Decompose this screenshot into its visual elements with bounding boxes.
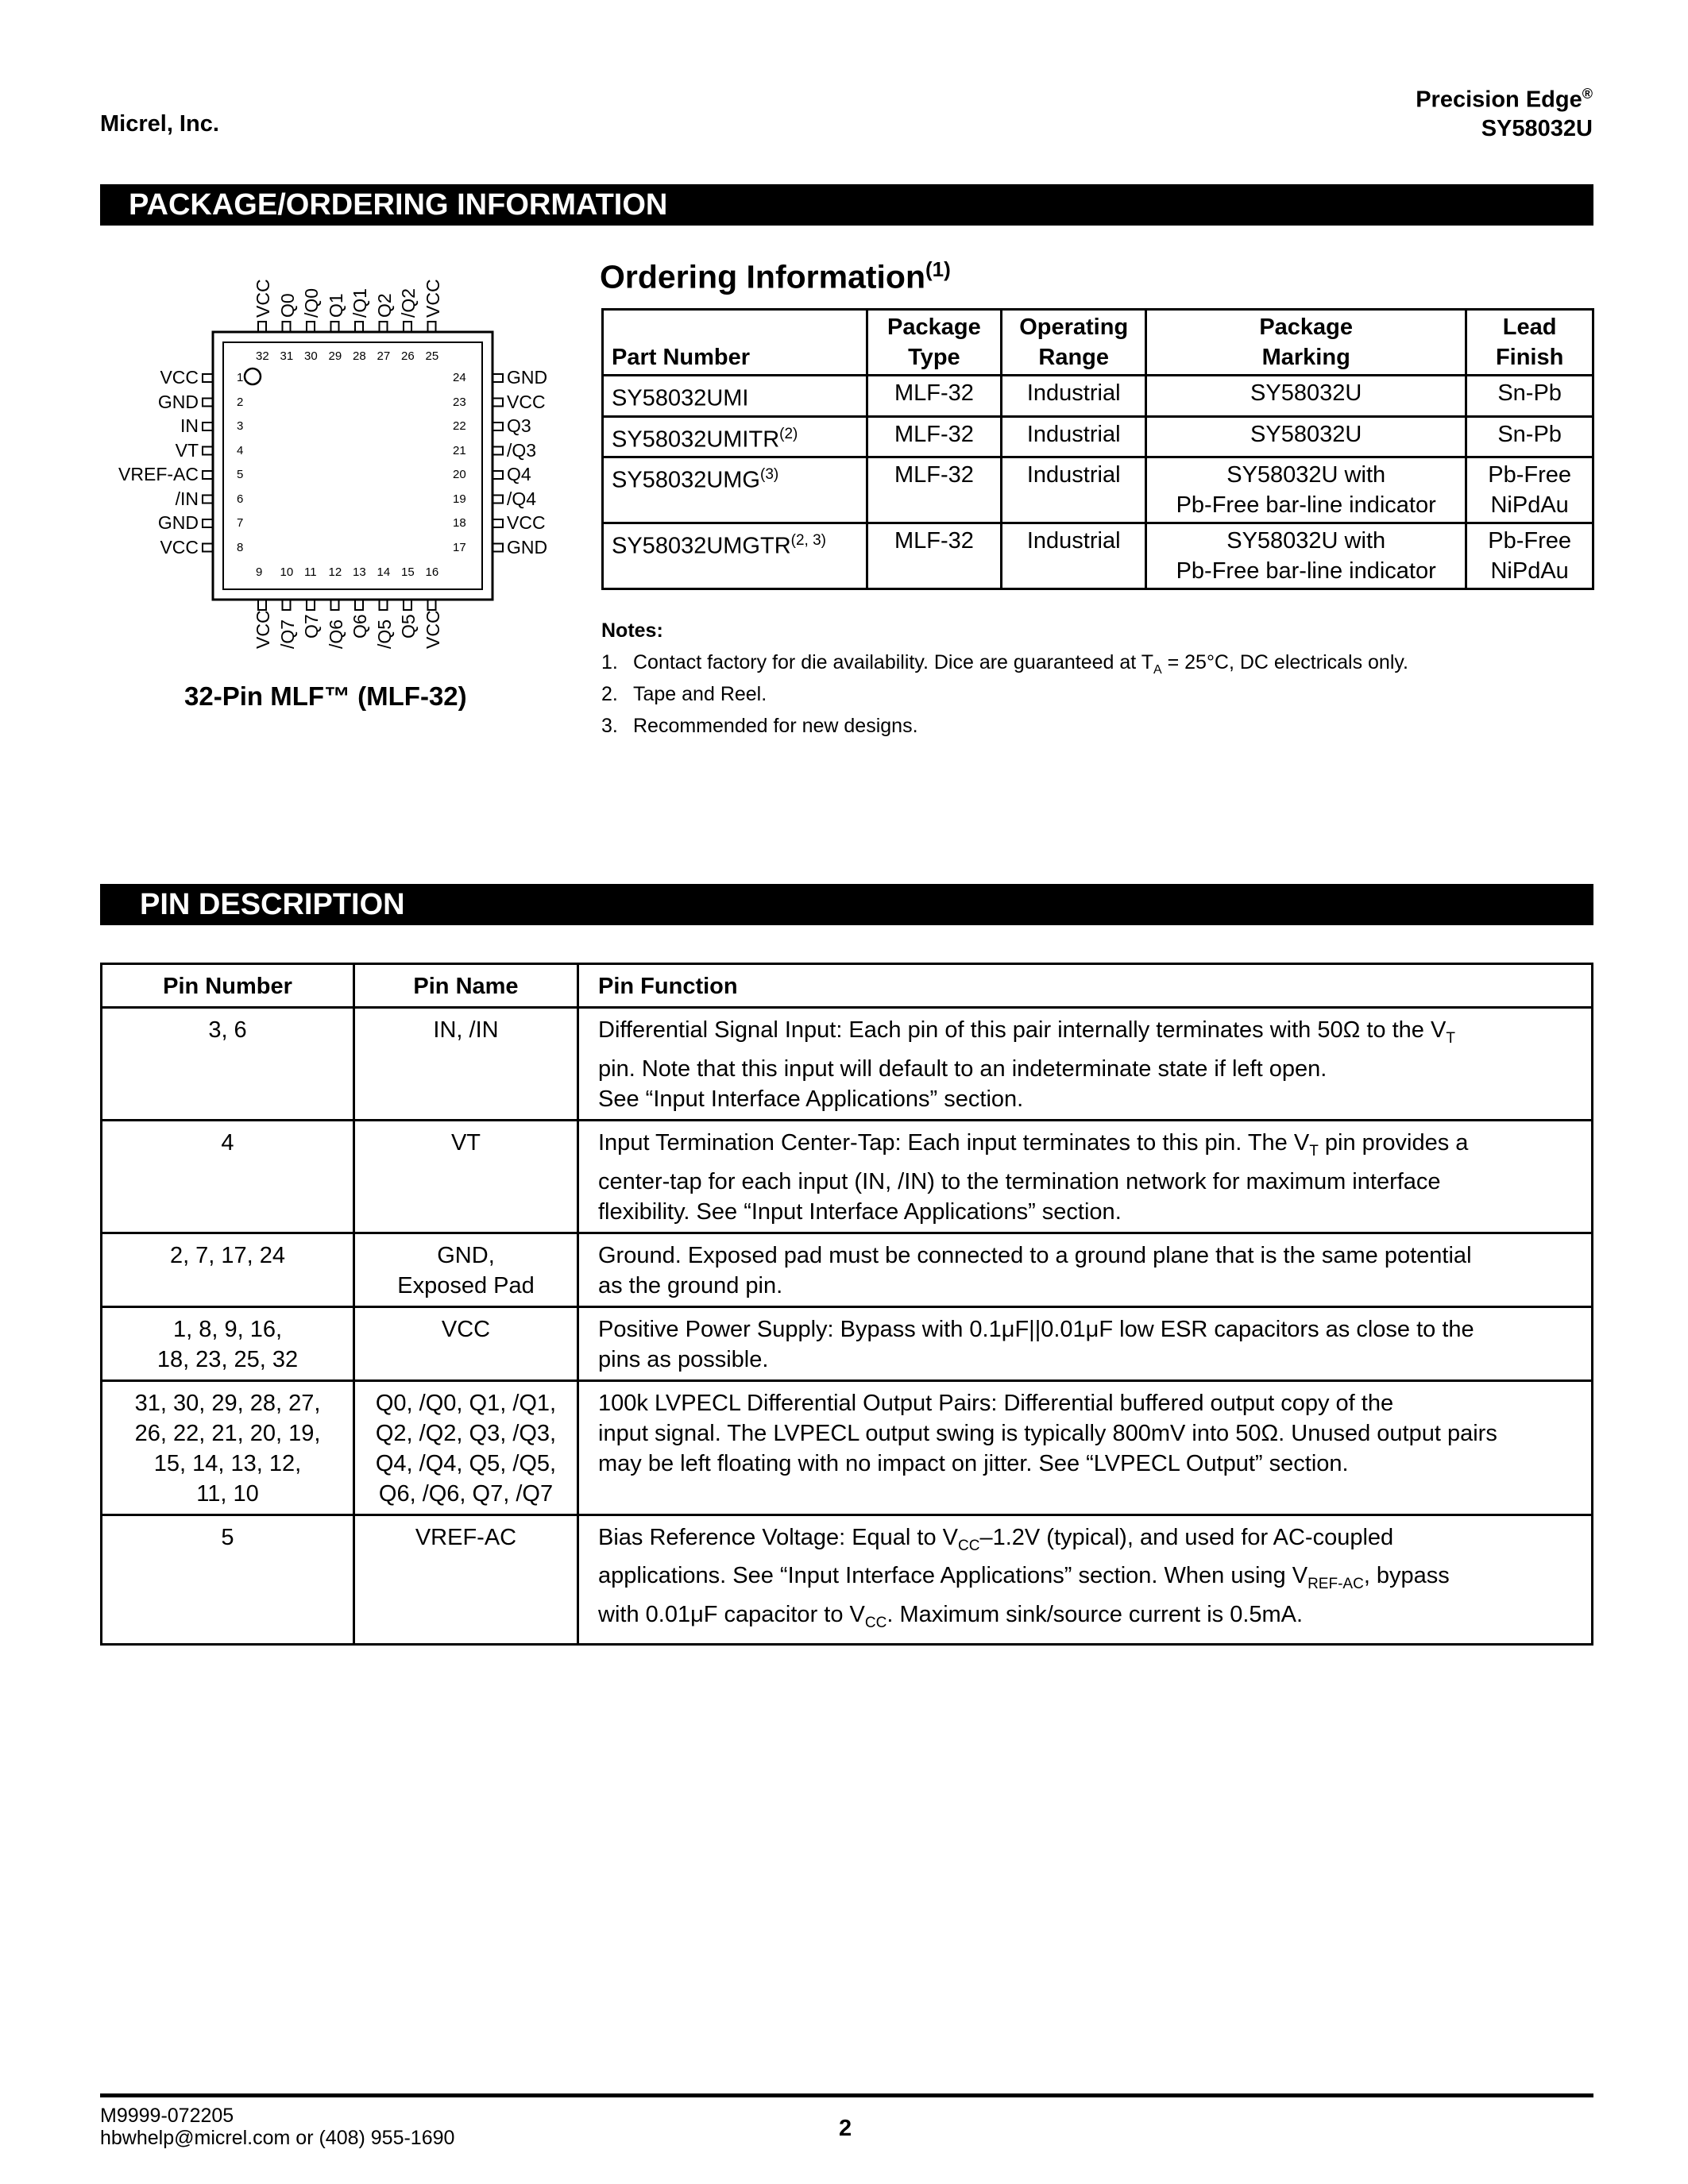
type-cell: MLF-32 (867, 457, 1002, 523)
part-note: (3) (760, 466, 779, 484)
page-number: 2 (839, 2116, 852, 2141)
bottom-pin-number: 12 (328, 565, 342, 579)
pin-number-cell (102, 1008, 354, 1121)
pin-pad (203, 374, 213, 382)
range-cell: Industrial (1002, 376, 1146, 417)
left-pin-number: 4 (237, 443, 244, 457)
bottom-pin-number: 15 (401, 565, 415, 579)
header-product (1416, 79, 1593, 143)
pin-number-l4: 11, 10 (196, 1480, 259, 1507)
left-pin-label: VCC (160, 367, 199, 388)
ordering-table (601, 308, 1594, 590)
left-pin-label: GND (157, 512, 199, 533)
pin-name-cell: VREF-AC (354, 1515, 578, 1644)
fn-line2: center-tap for each input (IN, /IN) to the termination network for maximum interface (598, 1168, 1441, 1194)
pin-pad (380, 322, 388, 332)
pin-function-cell (578, 1380, 1593, 1515)
marking-l1: SY58032U (1250, 380, 1362, 406)
right-pin-label: GND (507, 367, 548, 388)
notes-title: Notes: (601, 619, 663, 642)
right-pin-number: 23 (453, 395, 466, 409)
pin-pad (404, 600, 411, 610)
pin-number-cell: 5 (102, 1515, 354, 1644)
range-cell: Industrial (1002, 457, 1146, 523)
pin-pad (404, 322, 411, 332)
pin-number-l3: 15, 14, 13, 12, (153, 1450, 302, 1476)
pin-name-l2: Exposed Pad (397, 1272, 535, 1298)
note-text: Contact factory for die availability. Dice are guaranteed at T (633, 651, 1153, 673)
left-pin-number: 5 (237, 468, 244, 481)
fn-text-post: –1.2V (typical), and used for AC-coupled (979, 1524, 1394, 1550)
fn-line3: See “Input Interface Applications” section. (598, 1086, 1024, 1112)
fn-text: 100k LVPECL Differential Output Pairs: Differential buffered output copy of the (598, 1390, 1394, 1416)
pin-number-l1: 3, 6 (208, 1017, 247, 1043)
finish-l2: NiPdAu (1490, 558, 1569, 585)
marking-l1: SY58032U with (1226, 528, 1386, 554)
pin-pad (355, 600, 363, 610)
top-pin-label: /Q0 (301, 287, 322, 318)
company-name: Micrel, Inc. (100, 111, 219, 137)
col-lead-finish (1466, 310, 1593, 376)
part-cell (603, 457, 867, 523)
pin-name-cell (354, 1008, 578, 1121)
fn-text: Positive Power Supply: Bypass with 0.1μF||0.01μF low ESR capacitors as close to the (598, 1316, 1474, 1342)
left-pin-number: 1 (237, 371, 244, 384)
top-pin-number: 31 (280, 349, 294, 363)
fn-text: Input Termination Center-Tap: Each input terminates to this pin. The V (598, 1129, 1310, 1156)
finish-l1: Pb-Free (1488, 528, 1572, 554)
note-text-post: = 25°C, DC electricals only. (1161, 651, 1408, 673)
range-cell: Industrial (1002, 416, 1146, 457)
left-pin-number: 6 (237, 492, 244, 506)
pin-function-cell (578, 1233, 1593, 1306)
pin-number-l1: 4 (221, 1129, 234, 1156)
part-text: SY58032UMG (612, 467, 760, 493)
left-pin-number: 7 (237, 516, 244, 530)
bottom-pin-number: 11 (304, 565, 317, 579)
right-pin-number: 17 (453, 540, 466, 554)
pin-number-cell (102, 1120, 354, 1233)
right-pin-label: Q3 (507, 415, 531, 436)
col-finish-l1: Lead (1502, 314, 1557, 340)
bottom-pin-number: 10 (280, 565, 294, 579)
part-text: SY58032UMI (612, 385, 749, 411)
pin-name-l1: IN, /IN (433, 1017, 499, 1043)
pin-pad (203, 496, 213, 504)
bottom-pin-number: 13 (353, 565, 366, 579)
section-pin-description: PIN DESCRIPTION (100, 884, 1593, 925)
left-pin-label: VT (175, 439, 199, 461)
part-cell (603, 523, 867, 589)
marking-l1: SY58032U with (1226, 462, 1386, 488)
bottom-pin-label: Q5 (398, 614, 419, 639)
finish-l1: Pb-Free (1488, 462, 1572, 488)
top-pin-number: 26 (401, 349, 415, 363)
top-pin-label: VCC (253, 279, 273, 318)
left-pin-label: VREF-AC (118, 464, 199, 484)
top-pin-label: Q0 (276, 293, 298, 318)
top-pin-label: /Q1 (350, 287, 370, 318)
footer-rule (100, 2093, 1593, 2097)
fn-line2: applications. See “Input Interface Applications” section. When using V (598, 1563, 1308, 1589)
pin-name-l1: VT (450, 1129, 481, 1156)
finish-cell (1466, 376, 1593, 417)
pin-pad (355, 322, 363, 332)
marking-cell (1146, 523, 1466, 589)
pin-pad (492, 496, 503, 504)
right-pin-number: 19 (453, 492, 466, 506)
fn-sub: CC (958, 1537, 980, 1554)
marking-l2: Pb-Free bar-line indicator (1176, 558, 1436, 585)
col-marking-l2: Marking (1261, 345, 1350, 370)
bottom-pin-number: 14 (377, 565, 391, 579)
pin-header-row (102, 964, 1593, 1008)
registered-mark: ® (1582, 86, 1593, 102)
left-pin-label: /IN (175, 488, 199, 509)
table-row (102, 1233, 1593, 1306)
fn-line3-post: . Maximum sink/source current is 0.5mA. (886, 1602, 1304, 1628)
fn-text: Differential Signal Input: Each pin of this pair internally terminates with 50Ω to the V (598, 1017, 1447, 1043)
left-pin-label: GND (157, 391, 199, 412)
pin-pad (283, 600, 291, 610)
pin-name-cell (354, 1306, 578, 1380)
right-pin-number: 21 (453, 443, 466, 457)
pin-name-l4: Q6, /Q6, Q7, /Q7 (378, 1480, 554, 1507)
pin-name-l2: Q2, /Q2, Q3, /Q3, (375, 1420, 557, 1446)
col-range-l1: Operating (1019, 314, 1129, 340)
left-pin-label: IN (180, 415, 199, 436)
col-marking-l1: Package (1259, 314, 1354, 340)
fn-line2: input signal. The LVPECL output swing is typically 800mV into 50Ω. Unused output pairs (598, 1420, 1497, 1446)
finish-l2: NiPdAu (1490, 492, 1569, 519)
left-pin-number: 2 (237, 395, 244, 409)
pin-pad (307, 600, 315, 610)
package-diagram (0, 0, 588, 715)
note-number: 2. (601, 683, 618, 705)
marking-cell (1146, 457, 1466, 523)
pin-number-l2: 18, 23, 25, 32 (156, 1346, 299, 1372)
type-cell: MLF-32 (867, 523, 1002, 589)
bottom-pin-number: 16 (425, 565, 439, 579)
table-row (102, 1120, 1593, 1233)
section-package-ordering: PACKAGE/ORDERING INFORMATION (100, 184, 1593, 226)
fn-line3-sub: CC (864, 1614, 887, 1631)
col-pin-function: Pin Function (578, 964, 1593, 1008)
right-pin-label: VCC (507, 391, 546, 412)
part-cell (603, 376, 867, 417)
note-2 (601, 683, 767, 706)
range-cell: Industrial (1002, 523, 1146, 589)
bottom-pin-label: VCC (253, 610, 273, 649)
right-pin-label: /Q4 (507, 488, 537, 509)
pin-pad (203, 423, 213, 430)
right-pin-number: 24 (453, 371, 466, 384)
pin-pad (258, 322, 266, 332)
note-1 (601, 651, 1408, 677)
right-pin-label: GND (507, 536, 548, 558)
left-pin-label: VCC (160, 536, 199, 558)
fn-sub: T (1446, 1029, 1455, 1047)
finish-cell (1466, 416, 1593, 457)
fn-line3: may be left floating with no impact on jitter. See “LVPECL Output” section. (598, 1450, 1349, 1476)
pin-number-l2: 26, 22, 21, 20, 19, (134, 1420, 321, 1446)
pin-description-table (100, 963, 1593, 1646)
col-package-type-l1: Package (887, 314, 981, 340)
ordering-title-note: (1) (925, 257, 951, 281)
fn-text-post: pin provides a (1318, 1129, 1469, 1156)
pin-name-cell (354, 1380, 578, 1515)
note-sub: A (1153, 663, 1162, 677)
table-row (603, 376, 1593, 417)
doc-number: M9999-072205 (100, 2105, 234, 2127)
pin-pad (331, 600, 339, 610)
note-text: Recommended for new designs. (633, 715, 918, 737)
pin-number-cell (102, 1306, 354, 1380)
type-cell: MLF-32 (867, 376, 1002, 417)
bottom-pin-label: Q6 (350, 614, 370, 639)
right-pin-label: VCC (507, 512, 546, 533)
finish-cell (1466, 457, 1593, 523)
pin-pad (492, 471, 503, 479)
fn-line2-post: , bypass (1363, 1563, 1450, 1589)
pin-pad (428, 600, 436, 610)
pin-pad (203, 544, 213, 552)
right-pin-number: 22 (453, 419, 466, 433)
col-pin-name: Pin Name (354, 964, 578, 1008)
marking-l1: SY58032U (1250, 421, 1362, 447)
fn-line2: pin. Note that this input will default to an indeterminate state if left open. (598, 1055, 1327, 1082)
pin-pad (283, 322, 291, 332)
bottom-pin-label: VCC (422, 610, 443, 649)
marking-cell (1146, 416, 1466, 457)
table-row (603, 457, 1593, 523)
bottom-pin-label: /Q5 (373, 619, 395, 649)
type-cell: MLF-32 (867, 416, 1002, 457)
ordering-title-text: Ordering Information (600, 258, 925, 295)
pin-pad (258, 600, 266, 610)
part-text: SY58032UMITR (612, 426, 780, 453)
pin-pad (428, 322, 436, 332)
pin-name-l1: Q0, /Q0, Q1, /Q1, (375, 1390, 557, 1416)
pin-pad (492, 374, 503, 382)
fn-sub: T (1309, 1142, 1319, 1160)
table-row (102, 1515, 1593, 1644)
pin-pad (203, 447, 213, 455)
top-pin-number: 30 (304, 349, 318, 363)
pin-function-cell (578, 1008, 1593, 1121)
pin-pad (331, 322, 339, 332)
right-pin-label: /Q3 (507, 439, 537, 461)
pin-pad (492, 399, 503, 407)
footer-info (100, 2105, 454, 2149)
table-row (102, 1306, 1593, 1380)
top-pin-number: 25 (425, 349, 439, 363)
part-note: (2, 3) (790, 532, 827, 550)
pin-pad (492, 447, 503, 455)
part-note: (2) (779, 425, 798, 442)
col-package-type-l2: Type (908, 345, 960, 370)
pin-number-l1: 31, 30, 29, 28, 27, (134, 1390, 321, 1416)
top-pin-label: VCC (422, 279, 443, 318)
ordering-header-row (603, 310, 1593, 376)
marking-cell (1146, 376, 1466, 417)
note-text: Tape and Reel. (633, 683, 767, 705)
top-pin-number: 29 (328, 349, 342, 363)
top-pin-number: 32 (256, 349, 269, 363)
top-pin-number: 27 (377, 349, 391, 363)
note-number: 3. (601, 715, 618, 737)
pin-pad (307, 322, 315, 332)
pin-number-cell (102, 1380, 354, 1515)
pin-name-l1: VCC (441, 1316, 491, 1342)
pin-pad (492, 423, 503, 430)
pin-pad (492, 544, 503, 552)
table-row (102, 1380, 1593, 1515)
col-range-l2: Range (1038, 345, 1110, 370)
top-pin-label: Q2 (373, 293, 395, 318)
fn-text: Ground. Exposed pad must be connected to a ground plane that is the same potential (598, 1242, 1472, 1268)
pin-name-l3: Q4, /Q4, Q5, /Q5, (375, 1450, 557, 1476)
top-pin-label: /Q2 (398, 287, 419, 318)
part-number: SY58032U (1481, 115, 1593, 141)
bottom-pin-label: /Q7 (276, 619, 298, 649)
part-cell (603, 416, 867, 457)
pin-function-cell (578, 1515, 1593, 1644)
pin-pad (380, 600, 388, 610)
pin-name-cell (354, 1120, 578, 1233)
left-pin-number: 8 (237, 540, 244, 554)
col-package-marking (1146, 310, 1466, 376)
finish-l1: Sn-Pb (1497, 421, 1562, 447)
col-operating-range (1002, 310, 1146, 376)
pin-number-l1: 1, 8, 9, 16, (172, 1316, 283, 1342)
package-outline (0, 0, 588, 715)
pin-pad (492, 519, 503, 527)
note-number: 1. (601, 651, 618, 673)
col-pin-number: Pin Number (102, 964, 354, 1008)
top-pin-number: 28 (353, 349, 366, 363)
table-row (603, 416, 1593, 457)
fn-line2-sub: REF-AC (1308, 1576, 1364, 1593)
contact-info: hbwhelp@micrel.com or (408) 955-1690 (100, 2127, 455, 2149)
fn-line3: flexibility. See “Input Interface Applications” section. (598, 1198, 1122, 1225)
finish-l1: Sn-Pb (1497, 380, 1562, 406)
marking-l2: Pb-Free bar-line indicator (1176, 492, 1436, 519)
col-part-number: Part Number (603, 310, 867, 376)
pin-function-cell (578, 1120, 1593, 1233)
pin-pad (203, 399, 213, 407)
fn-line3: with 0.01μF capacitor to V (598, 1602, 865, 1628)
top-pin-label: Q1 (325, 293, 346, 318)
pin-pad (203, 471, 213, 479)
part-text: SY58032UMGTR (612, 533, 791, 559)
pin-function-cell (578, 1306, 1593, 1380)
col-finish-l2: Finish (1495, 345, 1564, 370)
ordering-title (600, 257, 951, 296)
bottom-pin-label: Q7 (301, 614, 322, 639)
left-pin-number: 3 (237, 419, 244, 433)
pin-name-cell (354, 1233, 578, 1306)
right-pin-number: 18 (453, 516, 466, 530)
fn-text: Bias Reference Voltage: Equal to V (598, 1524, 959, 1550)
fn-line2: pins as possible. (598, 1346, 769, 1372)
product-line: Precision Edge (1416, 87, 1582, 113)
bottom-pin-label: /Q6 (325, 619, 346, 649)
pin-number-cell (102, 1233, 354, 1306)
package-caption: 32-Pin MLF™ (MLF-32) (184, 681, 467, 711)
fn-line2: as the ground pin. (598, 1272, 783, 1298)
finish-cell (1466, 523, 1593, 589)
bottom-pin-number: 9 (256, 565, 263, 579)
right-pin-number: 20 (453, 468, 466, 481)
table-row (603, 523, 1593, 589)
pin-number-l1: 2, 7, 17, 24 (169, 1242, 286, 1268)
table-row (102, 1008, 1593, 1121)
note-3 (601, 715, 918, 738)
pin-name-l1: GND, (437, 1242, 495, 1268)
pin-pad (203, 519, 213, 527)
right-pin-label: Q4 (507, 464, 531, 484)
col-package-type (867, 310, 1002, 376)
